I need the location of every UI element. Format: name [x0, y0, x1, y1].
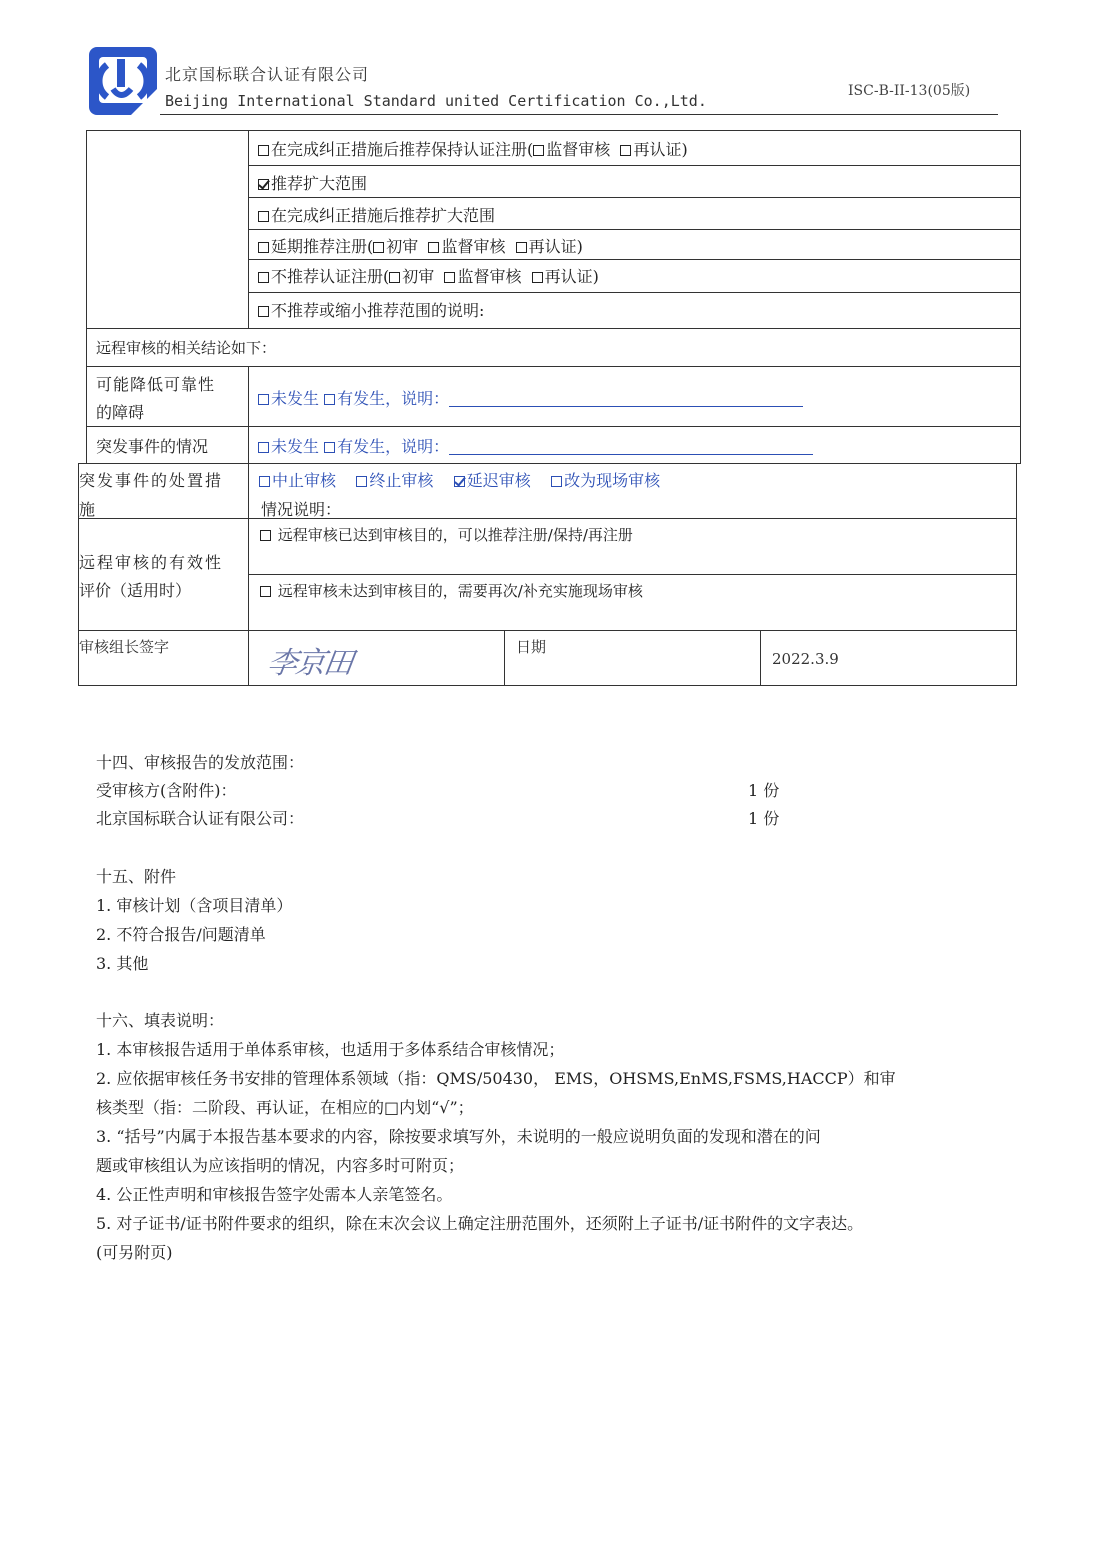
checkbox-icon[interactable]	[258, 272, 269, 283]
section16-title: 十六、填表说明：	[96, 1011, 225, 1030]
checkbox-icon[interactable]	[532, 272, 543, 283]
option-postpone-registration[interactable]: 延期推荐注册( 初审 监督审核 再认证)	[258, 234, 583, 257]
distribution-row-label: 北京国标联合认证有限公司：	[96, 809, 305, 828]
checkbox-icon[interactable]	[620, 145, 631, 156]
handwritten-signature: 李京田	[265, 646, 354, 681]
checkbox-icon[interactable]	[356, 476, 367, 487]
reliability-explanation-field[interactable]	[449, 392, 803, 407]
checkbox-not-occurred[interactable]	[258, 394, 269, 405]
checked-checkbox-icon[interactable]	[454, 476, 465, 487]
distribution-row-label: 受审核方(含附件)：	[96, 781, 237, 800]
checkbox-icon[interactable]	[389, 272, 400, 283]
section15-title: 十五、附件	[96, 867, 177, 886]
document-code: ISC-B-II-13(05版)	[848, 83, 971, 99]
company-logo-icon	[87, 45, 159, 117]
checkbox-icon[interactable]	[516, 242, 527, 253]
handling-option-onsite[interactable]: 改为现场审核	[551, 471, 660, 490]
option-not-recommend-explanation[interactable]: 不推荐或缩小推荐范围的说明:	[258, 298, 484, 321]
effectiveness-option-achieved[interactable]: 远程审核已达到审核目的，可以推荐注册/保持/再注册	[260, 524, 633, 545]
checkbox-icon[interactable]	[259, 476, 270, 487]
checkbox-occurred[interactable]	[324, 394, 335, 405]
checkbox-icon[interactable]	[258, 306, 269, 317]
attachment-item: 3. 其他	[96, 954, 149, 973]
checkbox-icon[interactable]	[428, 242, 439, 253]
handling-explanation-label: 情况说明：	[261, 500, 342, 519]
option-recommend-expand-scope[interactable]: 推荐扩大范围	[258, 171, 367, 194]
handling-option-suspend[interactable]: 中止审核	[259, 471, 336, 490]
checkbox-icon[interactable]	[258, 242, 269, 253]
checkbox-icon[interactable]	[373, 242, 384, 253]
instruction-line: 5. 对子证书/证书附件要求的组织，除在末次会议上确定注册范围外，还须附上子证书/证书附件的文字表达。	[96, 1214, 864, 1233]
attachment-item: 1. 审核计划（含项目清单）	[96, 896, 293, 915]
remote-conclusion-title: 远程审核的相关结论如下：	[96, 339, 277, 357]
handling-options	[259, 468, 660, 491]
leader-signature-label: 审核组长签字	[79, 638, 170, 656]
handling-label-line1: 突发事件的处置措	[79, 471, 224, 490]
instruction-line: 核类型（指：二阶段、再认证，在相应的□内划“√”；	[96, 1098, 474, 1117]
checkbox-icon[interactable]	[260, 586, 271, 597]
handling-label-line2: 施	[79, 500, 96, 519]
incident-explanation-field[interactable]	[449, 440, 813, 455]
checkbox-icon[interactable]	[260, 530, 271, 541]
incident-options: 未发生 有发生，说明：	[258, 434, 813, 457]
option-maintain-after-correction[interactable]: 在完成纠正措施后推荐保持认证注册( 监督审核 再认证)	[258, 137, 688, 160]
checkbox-not-occurred[interactable]	[258, 442, 269, 453]
checkbox-icon[interactable]	[258, 145, 269, 156]
checkbox-icon[interactable]	[533, 145, 544, 156]
handling-option-terminate[interactable]: 终止审核	[356, 471, 433, 490]
attachment-item: 2. 不符合报告/问题清单	[96, 925, 266, 944]
incident-label: 突发事件的情况	[96, 437, 209, 456]
effectiveness-label-line2: 评价（适用时）	[79, 581, 192, 600]
company-name-cn: 北京国标联合认证有限公司	[165, 65, 370, 84]
section14-title: 十四、审核报告的发放范围：	[96, 753, 305, 772]
reliability-label-line1: 可能降低可靠性	[96, 375, 216, 394]
effectiveness-option-not-achieved[interactable]: 远程审核未达到审核目的，需要再次/补充实施现场审核	[260, 580, 643, 601]
distribution-row-count: 1 份	[748, 781, 780, 800]
instruction-line: (可另附页)	[96, 1243, 173, 1262]
reliability-label-line2: 的障碍	[96, 403, 145, 422]
option-expand-after-correction[interactable]: 在完成纠正措施后推荐扩大范围	[258, 203, 495, 226]
checkbox-occurred[interactable]	[324, 442, 335, 453]
instruction-line: 3. “括号”内属于本报告基本要求的内容，除按要求填写外，未说明的一般应说明负面的发现和潜在的问	[96, 1127, 821, 1146]
instruction-line: 1. 本审核报告适用于单体系审核，也适用于多体系结合审核情况；	[96, 1040, 565, 1059]
handling-option-delay[interactable]: 延迟审核	[454, 471, 531, 490]
checkbox-icon[interactable]	[551, 476, 562, 487]
checkbox-icon[interactable]	[258, 211, 269, 222]
company-name-en: Beijing International Standard united Certification Co.,Ltd.	[165, 92, 707, 110]
date-label: 日期	[516, 638, 547, 656]
checked-checkbox-icon[interactable]	[258, 179, 269, 190]
instruction-line: 4. 公正性声明和审核报告签字处需本人亲笔签名。	[96, 1185, 453, 1204]
option-not-recommend-registration[interactable]: 不推荐认证注册( 初审 监督审核 再认证)	[258, 264, 599, 287]
reliability-options: 未发生 有发生，说明：	[258, 386, 803, 409]
checkbox-icon[interactable]	[444, 272, 455, 283]
effectiveness-label-line1: 远程审核的有效性	[79, 553, 224, 572]
instruction-line: 2. 应依据审核任务书安排的管理体系领域（指：QMS/50430， EMS，OHSMS,EnMS,FSMS,HACCP）和审	[96, 1069, 896, 1088]
distribution-row-count: 1 份	[748, 809, 780, 828]
header-divider	[160, 114, 998, 115]
instruction-line: 题或审核组认为应该指明的情况，内容多时可附页；	[96, 1156, 465, 1175]
date-value: 2022.3.9	[772, 650, 839, 668]
